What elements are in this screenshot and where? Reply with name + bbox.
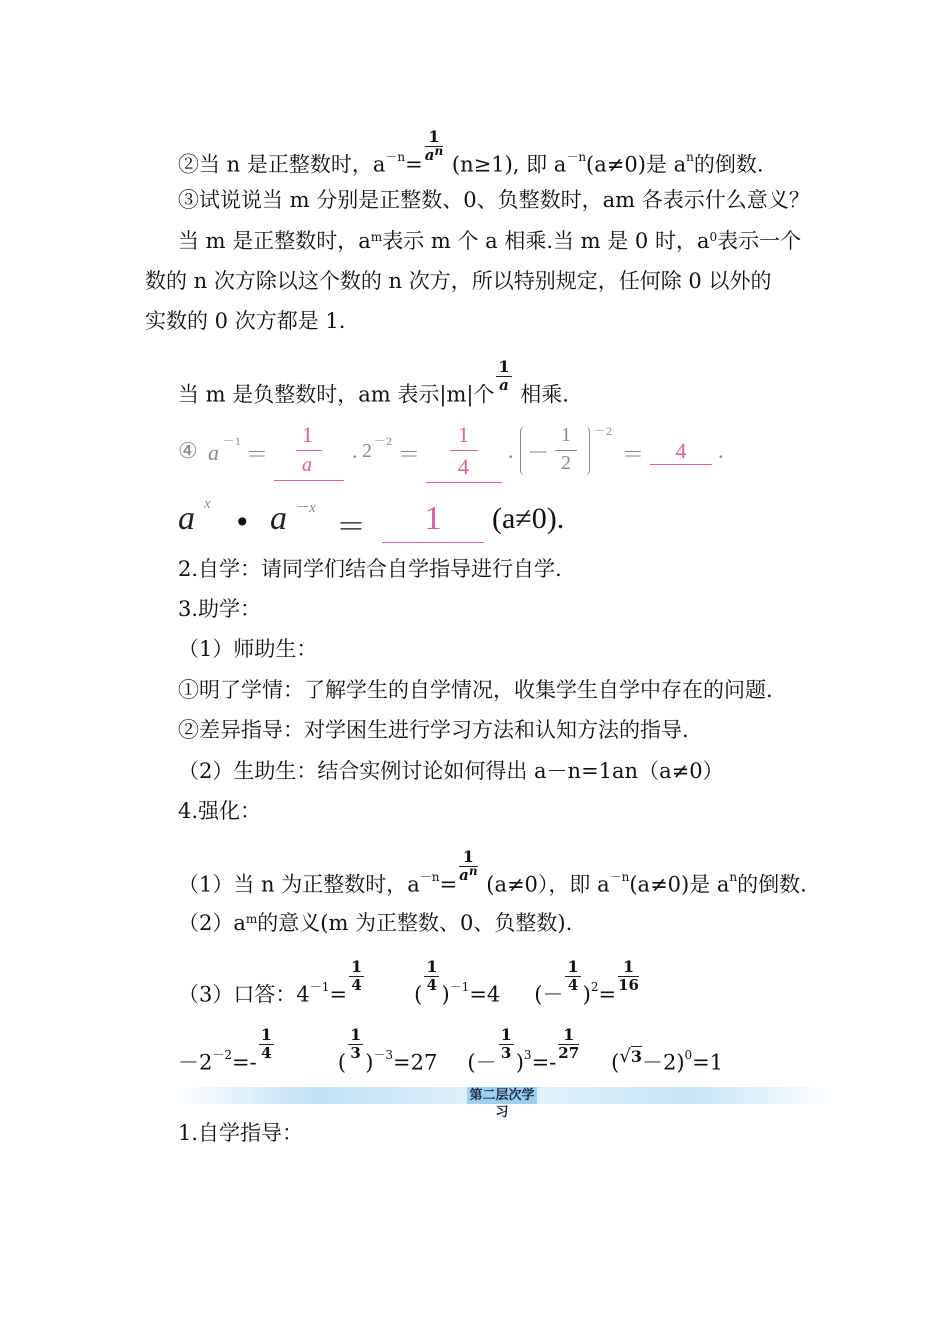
para-negative-m [178, 357, 569, 414]
text: ) [365, 1050, 374, 1075]
circled-four: ④ [178, 438, 198, 463]
sqrt-three [619, 1046, 642, 1067]
sup: －3 [373, 1048, 394, 1062]
sup: 2 [590, 980, 599, 994]
text: 当 m 是负整数时，am 表示|m|个 [178, 382, 495, 407]
dot: • [234, 506, 251, 539]
bracket-half [520, 426, 590, 476]
text: =- [531, 1050, 557, 1075]
ans: 1 [424, 500, 442, 537]
equals: ＝ [336, 510, 366, 545]
den: 4 [567, 976, 579, 994]
ans-bar [450, 450, 478, 451]
equals: ＝ [622, 442, 645, 467]
var-a: a [178, 500, 195, 537]
base-two: 2 [362, 440, 372, 462]
num: 1 [561, 424, 571, 446]
section-self-study-guide: 1.自学指导： [178, 1121, 304, 1145]
reinforce-2 [178, 910, 572, 936]
text: (－ [534, 982, 564, 1007]
sup: m [245, 912, 258, 926]
reinforce-3-oral-2 [178, 1025, 724, 1082]
text: 的倒数. [737, 872, 807, 897]
fraction [349, 958, 364, 994]
minus: － [527, 440, 550, 465]
text: 的倒数. [693, 152, 764, 177]
fraction [496, 358, 511, 394]
den-exp: n [434, 144, 444, 158]
num: 1 [260, 1025, 272, 1044]
sup: 0 [709, 230, 718, 244]
text: （1）当 n 为正整数时，a [178, 872, 420, 897]
den-base: a [459, 866, 469, 884]
equals: ＝ [398, 442, 421, 467]
num: 1 [426, 957, 438, 976]
den: 27 [558, 1044, 580, 1062]
banner-label: 第二层次学习 [467, 1087, 537, 1104]
section-3-2: ①明了学情：了解学生的自学情况，收集学生自学中存在的问题. [178, 678, 773, 702]
reinforce-1 [178, 847, 807, 904]
bar [555, 450, 577, 451]
text: = [598, 982, 617, 1007]
text: 的意义(m 为正整数、0、负整数). [257, 911, 573, 935]
exp: －2 [594, 424, 613, 438]
fraction [424, 958, 439, 994]
text: ②当 n 是正整数时，a [178, 152, 386, 177]
fraction [259, 1026, 274, 1062]
num: 1 [350, 1025, 362, 1044]
text: = [439, 872, 458, 897]
para-positive-m [178, 228, 801, 254]
sup: －n [385, 150, 406, 164]
fraction [348, 1026, 363, 1062]
sup: 3 [523, 1048, 532, 1062]
para-question: ③试说说当 m 分别是正整数、0、负整数时，am 各表示什么意义？ [178, 188, 810, 212]
text: 当 m 是正整数时，a [178, 229, 371, 253]
fraction [618, 958, 639, 994]
ans-num: 1 [302, 422, 313, 447]
text: =- [232, 1050, 257, 1075]
section-3-3: ②差异指导：对学困生进行学习方法和认知方法的指导. [178, 718, 689, 742]
sup: －1 [309, 980, 330, 994]
fill-in-line-1 [178, 420, 738, 486]
fraction [565, 958, 580, 994]
radicand: 3 [630, 1046, 642, 1066]
text: ( [611, 1050, 620, 1075]
sup: m [370, 230, 383, 244]
ans-den: a [302, 454, 312, 476]
text: =1 [692, 1050, 724, 1075]
sup: －1 [449, 980, 470, 994]
para-zero-power-2: 实数的 0 次方都是 1. [145, 309, 346, 333]
section-3-4: （2）生助生：结合实例讨论如何得出 a－n=1an（a≠0） [178, 759, 724, 783]
ans-num: 1 [458, 422, 469, 447]
fill-in-line-2 [178, 496, 648, 548]
answer-blank-1 [274, 420, 344, 481]
sup: －2 [212, 1048, 233, 1062]
sup: 0 [684, 1048, 693, 1062]
period: . [718, 438, 724, 463]
section-2: 2.自学：请同学们结合自学指导进行自学. [178, 557, 562, 581]
exp: －2 [374, 434, 393, 448]
num: 1 [567, 957, 579, 976]
section-3-1: （1）师助生： [178, 637, 318, 661]
text: ( [414, 982, 423, 1007]
text: =4 [469, 982, 501, 1007]
exp-x: x [204, 496, 211, 512]
para-reciprocal-definition [178, 127, 764, 184]
num: 1 [498, 357, 510, 376]
num: 1 [618, 958, 639, 977]
answer-blank-4 [382, 500, 484, 543]
text: ) [582, 982, 591, 1007]
text: 相乘. [513, 382, 569, 407]
text: (－ [467, 1050, 497, 1075]
text: (a≠0），即 a [479, 872, 610, 897]
condition: (a≠0). [492, 502, 565, 535]
text: =27 [393, 1050, 438, 1075]
var-a: a [270, 500, 287, 537]
text: = [329, 982, 347, 1007]
text: ( [337, 1050, 347, 1075]
sup: n [686, 150, 694, 164]
den: 16 [618, 976, 639, 994]
exp: －1 [223, 434, 242, 448]
text: (a≠0)是 a [629, 872, 730, 897]
text: －2 [178, 1050, 213, 1075]
exp-neg-x: －x [294, 500, 316, 516]
den: 2 [561, 452, 571, 474]
text: （2）a [178, 911, 246, 935]
comma: . [352, 438, 358, 463]
fraction [425, 128, 443, 164]
num: 1 [350, 957, 363, 976]
text: (a≠0)是 a [586, 152, 687, 177]
den: 3 [350, 1044, 361, 1062]
text: (n≥1), 即 a [445, 152, 567, 177]
sup: －n [419, 870, 440, 884]
num: 1 [558, 1026, 579, 1045]
fraction [459, 848, 477, 884]
var-a: a [208, 440, 219, 465]
ans: 4 [675, 438, 687, 463]
ans-den: 4 [458, 454, 469, 479]
den [424, 144, 444, 164]
den: a [499, 376, 509, 394]
ans-bar [296, 450, 322, 451]
sup: －n [609, 870, 630, 884]
fraction [499, 1026, 514, 1062]
den-exp: n [468, 864, 478, 878]
text: －2) [641, 1050, 685, 1075]
section-4: 4.强化： [178, 799, 262, 823]
text: ) [441, 982, 450, 1007]
answer-blank-2 [426, 420, 502, 483]
den: 3 [500, 1044, 512, 1062]
den: 4 [426, 976, 438, 994]
den: 4 [351, 976, 362, 994]
sup: －n [566, 150, 587, 164]
answer-blank-3 [650, 438, 712, 465]
sqrt-sign: √ [619, 1045, 631, 1067]
num: 1 [500, 1025, 512, 1044]
sup: n [729, 870, 738, 884]
section-3: 3.助学： [178, 597, 262, 621]
num: 1 [425, 128, 443, 147]
fraction [558, 1026, 579, 1062]
reinforce-3-oral [178, 957, 641, 1014]
num: 1 [459, 848, 477, 867]
comma: . [508, 438, 514, 463]
text: ) [515, 1050, 524, 1075]
den-base: a [424, 146, 435, 164]
den [459, 864, 478, 884]
equals: ＝ [246, 442, 269, 467]
text: 表示一个 [717, 229, 802, 253]
den: 4 [261, 1044, 272, 1062]
text: = [405, 152, 423, 177]
para-zero-power-1: 数的 n 次方除以这个数的 n 次方，所以特别规定，任何除 0 以外的 [145, 269, 772, 293]
text: 表示 m 个 a 相乘.当 m 是 0 时，a [382, 229, 710, 253]
text: （3）口答：4 [178, 982, 310, 1007]
level-banner [170, 1087, 838, 1120]
